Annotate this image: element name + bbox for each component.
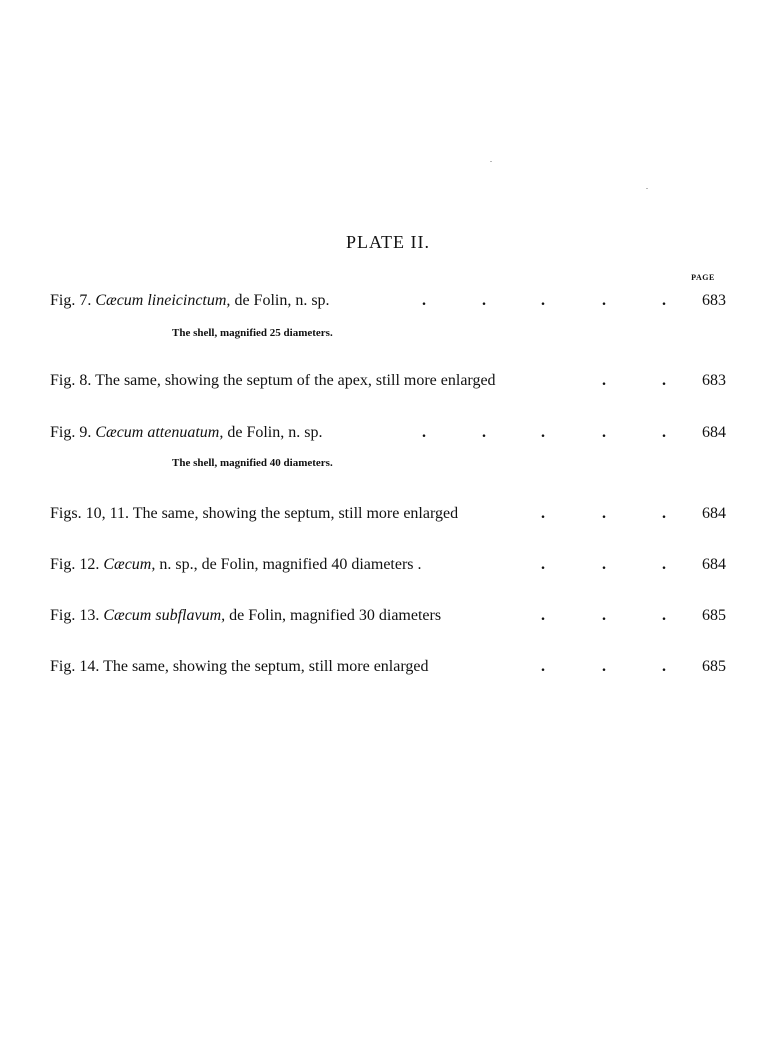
leader-dot: . bbox=[541, 424, 545, 441]
leader-dot: . bbox=[482, 292, 486, 309]
page-number: 685 bbox=[702, 607, 726, 624]
leader-dot: . bbox=[662, 372, 666, 389]
list-item bbox=[0, 505, 776, 527]
fig-number: Fig. 13. bbox=[50, 607, 100, 624]
page-number: 683 bbox=[702, 372, 726, 389]
fig-number: Fig. 8. bbox=[50, 372, 92, 389]
leader-dot: . bbox=[602, 372, 606, 389]
leader-dot: . bbox=[662, 505, 666, 522]
paper-speck bbox=[646, 188, 648, 189]
species-name: Cæcum, bbox=[103, 556, 156, 573]
list-item bbox=[0, 372, 776, 394]
entry-subtitle: The shell, magnified 40 diameters. bbox=[172, 457, 333, 469]
entry-description: The same, showing the septum of the apex, still more enlarged bbox=[95, 372, 496, 389]
entry-label bbox=[50, 607, 441, 625]
entry-description: de Folin, magnified 30 diameters bbox=[225, 607, 442, 624]
plate-title: PLATE II. bbox=[346, 232, 430, 252]
entry-description: The same, showing the septum, still more enlarged bbox=[132, 505, 459, 522]
leader-dot: . bbox=[541, 505, 545, 522]
leader-dot: . bbox=[662, 424, 666, 441]
page-number: 684 bbox=[702, 424, 726, 441]
list-item bbox=[0, 658, 776, 680]
entry-label bbox=[50, 424, 322, 442]
leader-dot: . bbox=[482, 424, 486, 441]
entry-description: de Folin, n. sp. bbox=[230, 292, 330, 309]
page-number: 685 bbox=[702, 658, 726, 675]
list-item bbox=[0, 292, 776, 314]
entry-label bbox=[50, 556, 422, 574]
entry-label bbox=[50, 505, 458, 523]
leader-dot: . bbox=[602, 607, 606, 624]
page-number: 684 bbox=[702, 556, 726, 573]
entry-label bbox=[50, 372, 496, 390]
list-item bbox=[0, 556, 776, 578]
paper-speck bbox=[490, 161, 492, 162]
leader-dot: . bbox=[662, 292, 666, 309]
entry-label bbox=[50, 658, 428, 676]
entry-description: n. sp., de Folin, magnified 40 diameters . bbox=[155, 556, 422, 573]
leader-dot: . bbox=[541, 607, 545, 624]
leader-dot: . bbox=[422, 292, 426, 309]
list-item bbox=[0, 424, 776, 446]
leader-dot: . bbox=[541, 658, 545, 675]
entry-description: de Folin, n. sp. bbox=[223, 424, 323, 441]
leader-dot: . bbox=[541, 292, 545, 309]
leader-dot: . bbox=[602, 424, 606, 441]
leader-dot: . bbox=[602, 292, 606, 309]
page-column-header: PAGE bbox=[691, 273, 715, 282]
leader-dot: . bbox=[662, 556, 666, 573]
leader-dot: . bbox=[541, 556, 545, 573]
fig-number: Fig. 12. bbox=[50, 556, 100, 573]
species-name: Cæcum lineicinctum, bbox=[95, 292, 231, 309]
fig-number: Fig. 9. bbox=[50, 424, 92, 441]
leader-dot: . bbox=[422, 424, 426, 441]
leader-dot: . bbox=[662, 658, 666, 675]
species-name: Cæcum subflavum, bbox=[103, 607, 226, 624]
fig-number: Fig. 7. bbox=[50, 292, 92, 309]
leader-dot: . bbox=[602, 505, 606, 522]
fig-number: Figs. 10, 11. bbox=[50, 505, 129, 522]
fig-number: Fig. 14. bbox=[50, 658, 100, 675]
list-item bbox=[0, 607, 776, 629]
species-name: Cæcum attenuatum, bbox=[95, 424, 224, 441]
entry-label bbox=[50, 292, 330, 310]
page-number: 683 bbox=[702, 292, 726, 309]
leader-dot: . bbox=[602, 556, 606, 573]
page-number: 684 bbox=[702, 505, 726, 522]
leader-dot: . bbox=[662, 607, 666, 624]
leader-dot: . bbox=[602, 658, 606, 675]
entry-subtitle: The shell, magnified 25 diameters. bbox=[172, 327, 333, 339]
entry-description: The same, showing the septum, still more enlarged bbox=[103, 658, 429, 675]
